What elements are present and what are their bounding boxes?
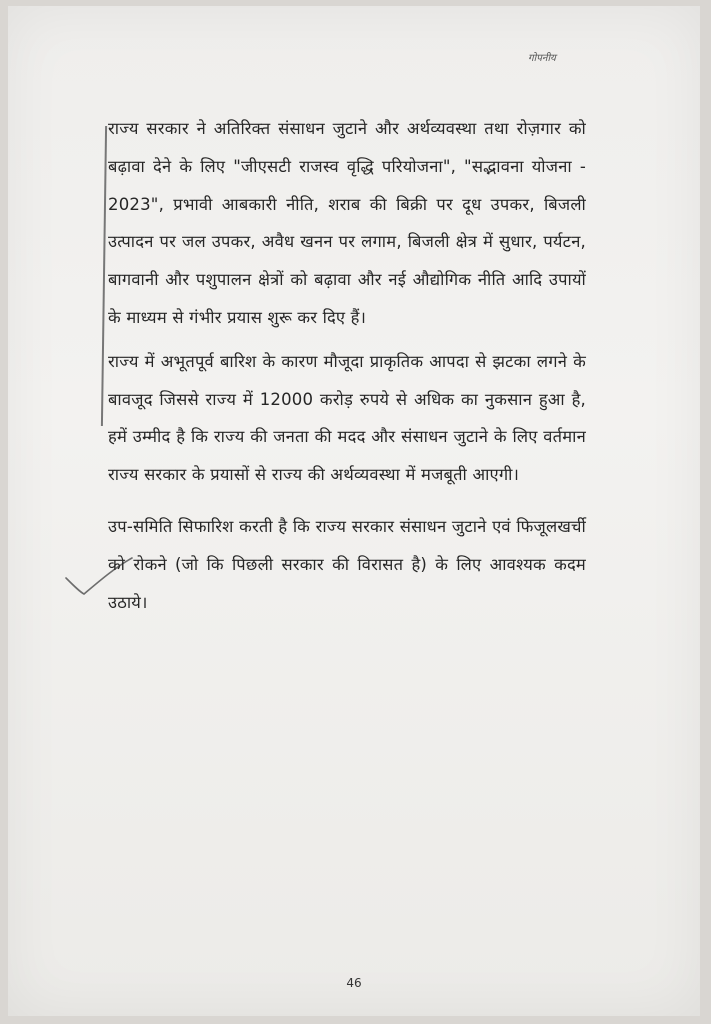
paragraph-1: राज्य सरकार ने अतिरिक्त संसाधन जुटाने और अर्थव्यवस्था तथा रोज़गार को बढ़ावा देने के लिए "जीएसटी राजस्व वृद्धि परियोजना", "सद्भावना योजना - 2023", प्रभावी आबकारी नीति, शराब की बिक्री पर दूध उपकर, बिजली उत्पादन पर जल उपकर, अवैध खनन पर लगाम, बिजली क्षेत्र में सुधार, पर्यटन, बागवानी और पशुपालन क्षेत्रों को बढ़ावा और नई औद्योगिक नीति आदि उपायों के माध्यम से गंभीर प्रयास शुरू कर दिए हैं। bbox=[108, 119, 586, 327]
paragraph-3: उप-समिति सिफारिश करती है कि राज्य सरकार संसाधन जुटाने एवं फिजूलखर्ची को रोकने (जो कि पिछली सरकार की विरासत है) के लिए आवश्यक कदम उठाये। bbox=[108, 516, 586, 612]
document-page bbox=[8, 6, 700, 1016]
paragraph-2: राज्य में अभूतपूर्व बारिश के कारण मौजूदा प्राकृतिक आपदा से झटका लगने के बावजूद जिससे राज्य में 12000 करोड़ रुपये से अधिक का नुकसान हुआ है, हमें उम्मीद है कि राज्य की जनता की मदद और संसाधन जुटाने के लिए वर्तमान राज्य सरकार के प्रयासों से राज्य की अर्थव्यवस्था में मजबूती आएगी। bbox=[108, 351, 586, 485]
confidential-mark: गोपनीय bbox=[528, 53, 556, 64]
margin-pen-line bbox=[101, 126, 107, 426]
page-number: 46 bbox=[346, 976, 362, 990]
body-text bbox=[108, 110, 586, 621]
